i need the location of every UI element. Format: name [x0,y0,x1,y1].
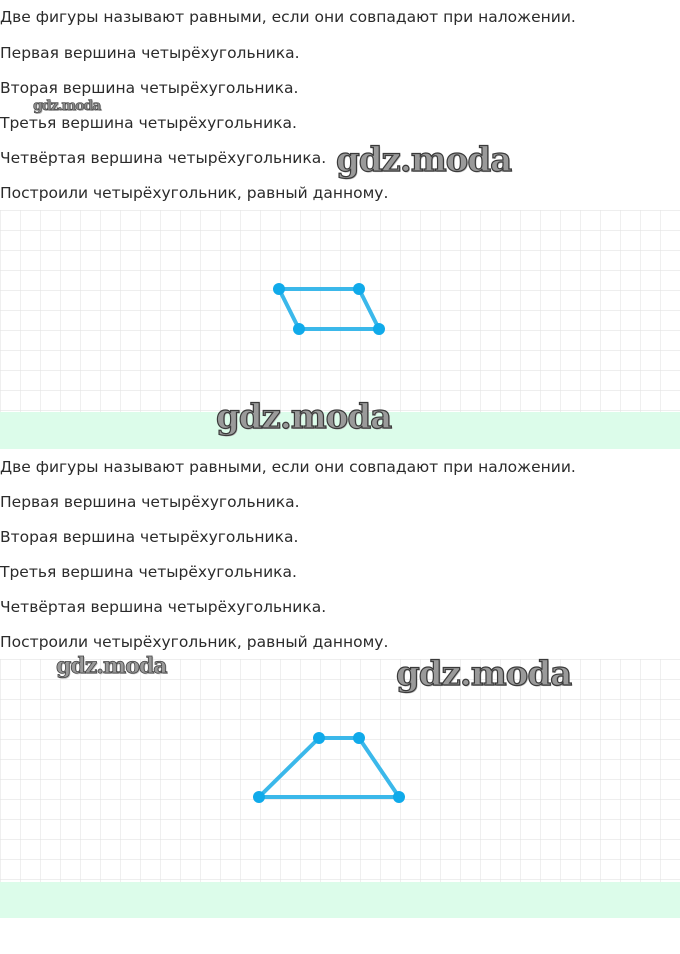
grid-section-1 [0,210,680,412]
third-vertex-text: Третья вершина четырёхугольника. [0,114,297,132]
grid-canvas-2 [0,659,680,882]
watermark-logo: gdz.moda [396,654,572,694]
result-text: Построили четырёхугольник, равный данному. [0,633,389,651]
fourth-vertex-text: Четвёртая вершина четырёхугольника. [0,149,327,167]
watermark-logo: gdz.moda [216,397,392,437]
result-text: Построили четырёхугольник, равный данному. [0,184,389,202]
first-vertex-text: Первая вершина четырёхугольника. [0,493,300,511]
second-vertex-text: Вторая вершина четырёхугольника. [0,528,299,546]
watermark-logo: gdz.moda [336,140,512,180]
vertex-point-4 [253,791,265,803]
vertex-point-3 [393,791,405,803]
grid-section-2 [0,659,680,882]
vertex-point-4 [293,323,305,335]
third-vertex-text: Третья вершина четырёхугольника. [0,563,297,581]
fourth-vertex-text: Четвёртая вершина четырёхугольника. [0,598,327,616]
watermark-logo: gdz.moda [33,98,101,114]
separator-band-2 [0,882,680,918]
first-vertex-text: Первая вершина четырёхугольника. [0,44,300,62]
watermark-logo: gdz.moda [56,653,167,679]
vertex-point-2 [353,283,365,295]
second-vertex-text: Вторая вершина четырёхугольника. [0,79,299,97]
vertex-point-3 [373,323,385,335]
grid-canvas-1 [0,210,680,412]
vertex-point-1 [273,283,285,295]
grid-pattern [0,659,680,882]
definition-text: Две фигуры называют равными, если они совпадают при наложении. [0,8,576,26]
vertex-point-2 [353,732,365,744]
definition-text: Две фигуры называют равными, если они совпадают при наложении. [0,458,576,476]
vertex-point-1 [313,732,325,744]
grid-pattern [0,210,680,412]
